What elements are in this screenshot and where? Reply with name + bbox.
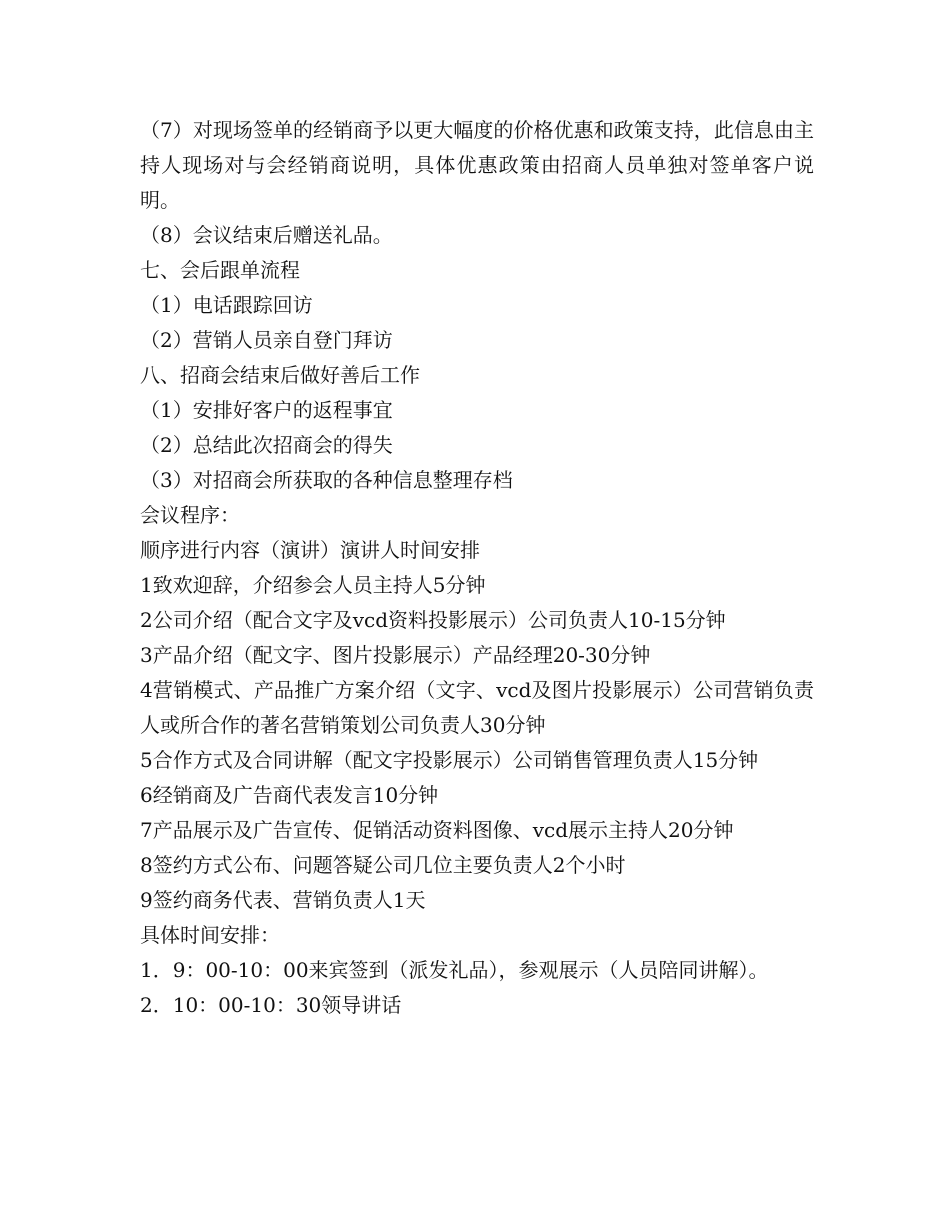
agenda-item: 7产品展示及广告宣传、促销活动资料图像、vcd展示主持人20分钟: [140, 818, 734, 842]
paragraph-item-8: （8）会议结束后赠送礼品。: [140, 223, 393, 247]
agenda-item: 2公司介绍（配合文字及vcd资料投影展示）公司负责人10-15分钟: [140, 608, 726, 632]
list-item: （2）营销人员亲自登门拜访: [140, 328, 393, 352]
list-item: （1）电话跟踪回访: [140, 293, 313, 317]
agenda-item: 4营销模式、产品推广方案介绍（文字、vcd及图片投影展示）公司营销负责人或所合作的著名营销策划公司负责人30分钟: [140, 678, 814, 737]
schedule-item: 2．10：00-10：30领导讲话: [140, 993, 402, 1017]
schedule-heading: 具体时间安排：: [140, 923, 280, 947]
section-heading-aftercare: 八、招商会结束后做好善后工作: [140, 363, 420, 387]
agenda-item: 6经销商及广告商代表发言10分钟: [140, 783, 439, 807]
paragraph-item-7: （7）对现场签单的经销商予以更大幅度的价格优惠和政策支持，此信息由主持人现场对与会经销商说明，具体优惠政策由招商人员单独对签单客户说明。: [140, 118, 814, 212]
section-heading-followup: 七、会后跟单流程: [140, 258, 300, 282]
agenda-heading: 会议程序：: [140, 503, 240, 527]
schedule-item: 1．9：00-10：00来宾签到（派发礼品），参观展示（人员陪同讲解）。: [140, 958, 769, 982]
agenda-item: 8签约方式公布、问题答疑公司几位主要负责人2个小时: [140, 853, 626, 877]
list-item: （2）总结此次招商会的得失: [140, 433, 393, 457]
agenda-item: 1致欢迎辞，介绍参会人员主持人5分钟: [140, 573, 486, 597]
document-body: [140, 113, 814, 1023]
agenda-item: 5合作方式及合同讲解（配文字投影展示）公司销售管理负责人15分钟: [140, 748, 759, 772]
list-item: （3）对招商会所获取的各种信息整理存档: [140, 468, 513, 492]
list-item: （1）安排好客户的返程事宜: [140, 398, 393, 422]
agenda-item: 9签约商务代表、营销负责人1天: [140, 888, 426, 912]
agenda-columns: 顺序进行内容（演讲）演讲人时间安排: [140, 538, 480, 562]
agenda-item: 3产品介绍（配文字、图片投影展示）产品经理20-30分钟: [140, 643, 651, 667]
